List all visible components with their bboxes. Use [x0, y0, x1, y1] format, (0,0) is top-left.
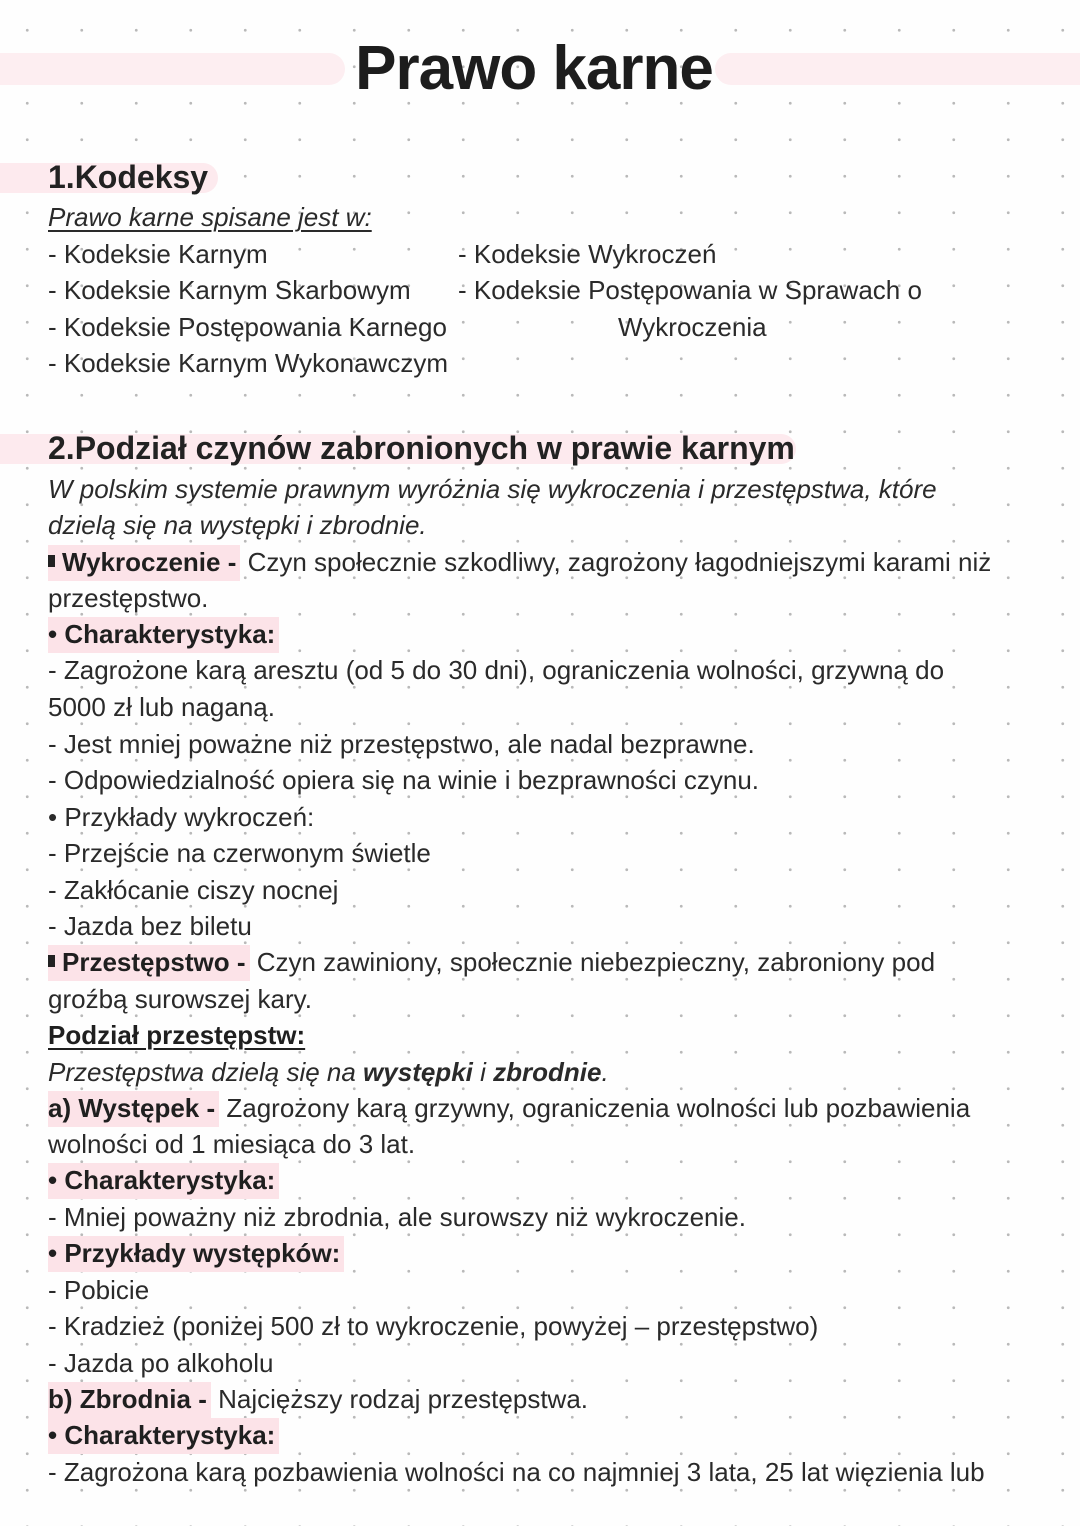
text: Przestępstwa dzielą się na — [48, 1057, 364, 1087]
section-2-intro: W polskim systemie prawnym wyróżnia się wykroczenia i przestępstwa, które — [48, 474, 937, 504]
term-label: Wykroczenie - — [62, 547, 237, 577]
page-title: Prawo karne — [355, 34, 713, 103]
characteristic-item: - Zagrożona karą pozbawienia wolności na co najmniej 3 lata, 25 lat więzienia lub — [48, 1457, 985, 1487]
wystepek-characteristics-label — [48, 1162, 279, 1199]
characteristic-item: - Zagrożone karą aresztu (od 5 do 30 dni), ograniczenia wolności, grzywną do — [48, 655, 945, 685]
square-bullet-icon — [48, 555, 55, 567]
definition-text: Najcięższy rodzaj przestępstwa. — [210, 1384, 588, 1414]
wystepek-term: a) Występek - — [48, 1091, 219, 1127]
code-list-item: - Kodeksie Karnym Wykonawczym — [48, 348, 448, 378]
example-item: - Zakłócanie ciszy nocnej — [48, 875, 339, 905]
code-list-item-continuation: Wykroczenia — [618, 312, 767, 342]
characteristic-item: - Jest mniej poważne niż przestępstwo, ale nadal bezprawne. — [48, 729, 755, 759]
code-list-item: - Kodeksie Postępowania w Sprawach o — [458, 275, 922, 305]
przestepstwo-definition-cont: groźbą surowszej kary. — [48, 984, 312, 1014]
characteristic-item: 5000 zł lub naganą. — [48, 692, 275, 722]
przestepstwo-term — [48, 945, 250, 981]
definition-text: Czyn zawiniony, społecznie niebezpieczny, zabroniony pod — [249, 947, 936, 977]
highlighted-label: • Charakterystyka: — [48, 1163, 279, 1199]
example-item: - Jazda po alkoholu — [48, 1348, 274, 1378]
wystepek-definition — [48, 1090, 970, 1127]
wystepek-definition-cont: wolności od 1 miesiąca do 3 lat. — [48, 1129, 416, 1159]
highlighted-label: • Charakterystyka: — [48, 1418, 279, 1454]
section-1-heading: 1.Kodeksy — [48, 159, 209, 195]
square-bullet-icon — [48, 955, 55, 967]
characteristic-item: - Odpowiedzialność opiera się na winie i bezprawności czynu. — [48, 765, 760, 795]
section-2-intro: dzielą się na występki i zbrodnie. — [48, 510, 427, 540]
przestepstwo-definition — [48, 944, 935, 981]
wystepek-examples-label — [48, 1235, 344, 1272]
podzial-heading: Podział przestępstw: — [48, 1020, 306, 1050]
example-item: - Pobicie — [48, 1275, 150, 1305]
text: . — [601, 1057, 609, 1087]
code-list-item: - Kodeksie Karnym — [48, 239, 268, 269]
code-list-item: - Kodeksie Karnym Skarbowym — [48, 275, 411, 305]
wykroczenie-characteristics-label — [48, 616, 279, 653]
code-list-item: - Kodeksie Wykroczeń — [458, 239, 717, 269]
term-label: Przestępstwo - — [62, 947, 246, 977]
podzial-intro — [48, 1054, 609, 1091]
text: i — [472, 1057, 494, 1087]
highlighted-label: • Charakterystyka: — [48, 617, 279, 653]
wykroczenie-definition-cont: przestępstwo. — [48, 583, 209, 613]
wykroczenie-term — [48, 545, 240, 581]
zbrodnia-term: b) Zbrodnia - — [48, 1382, 211, 1418]
definition-text: Czyn społecznie szkodliwy, zagrożony łagodniejszymi karami niż — [240, 547, 992, 577]
wykroczenie-examples-label: • Przykłady wykroczeń: — [48, 802, 315, 832]
emphasis: występki — [363, 1057, 473, 1087]
section-2-heading: 2.Podział czynów zabronionych w prawie karnym — [48, 430, 795, 466]
wykroczenie-definition — [48, 544, 991, 581]
zbrodnia-characteristics-label — [48, 1417, 279, 1454]
example-item: - Przejście na czerwonym świetle — [48, 838, 431, 868]
zbrodnia-definition — [48, 1381, 588, 1418]
highlighted-label: • Przykłady występków: — [48, 1236, 344, 1272]
example-item: - Jazda bez biletu — [48, 911, 252, 941]
section-1-intro: Prawo karne spisane jest w: — [48, 202, 372, 232]
emphasis: zbrodnie — [493, 1057, 602, 1087]
characteristic-item: - Mniej poważny niż zbrodnia, ale surowszy niż wykroczenie. — [48, 1202, 746, 1232]
example-item: - Kradzież (poniżej 500 zł to wykroczenie, powyżej – przestępstwo) — [48, 1311, 819, 1341]
code-list-item: - Kodeksie Postępowania Karnego — [48, 312, 447, 342]
definition-text: Zagrożony karą grzywny, ograniczenia wolności lub pozbawienia — [219, 1093, 971, 1123]
